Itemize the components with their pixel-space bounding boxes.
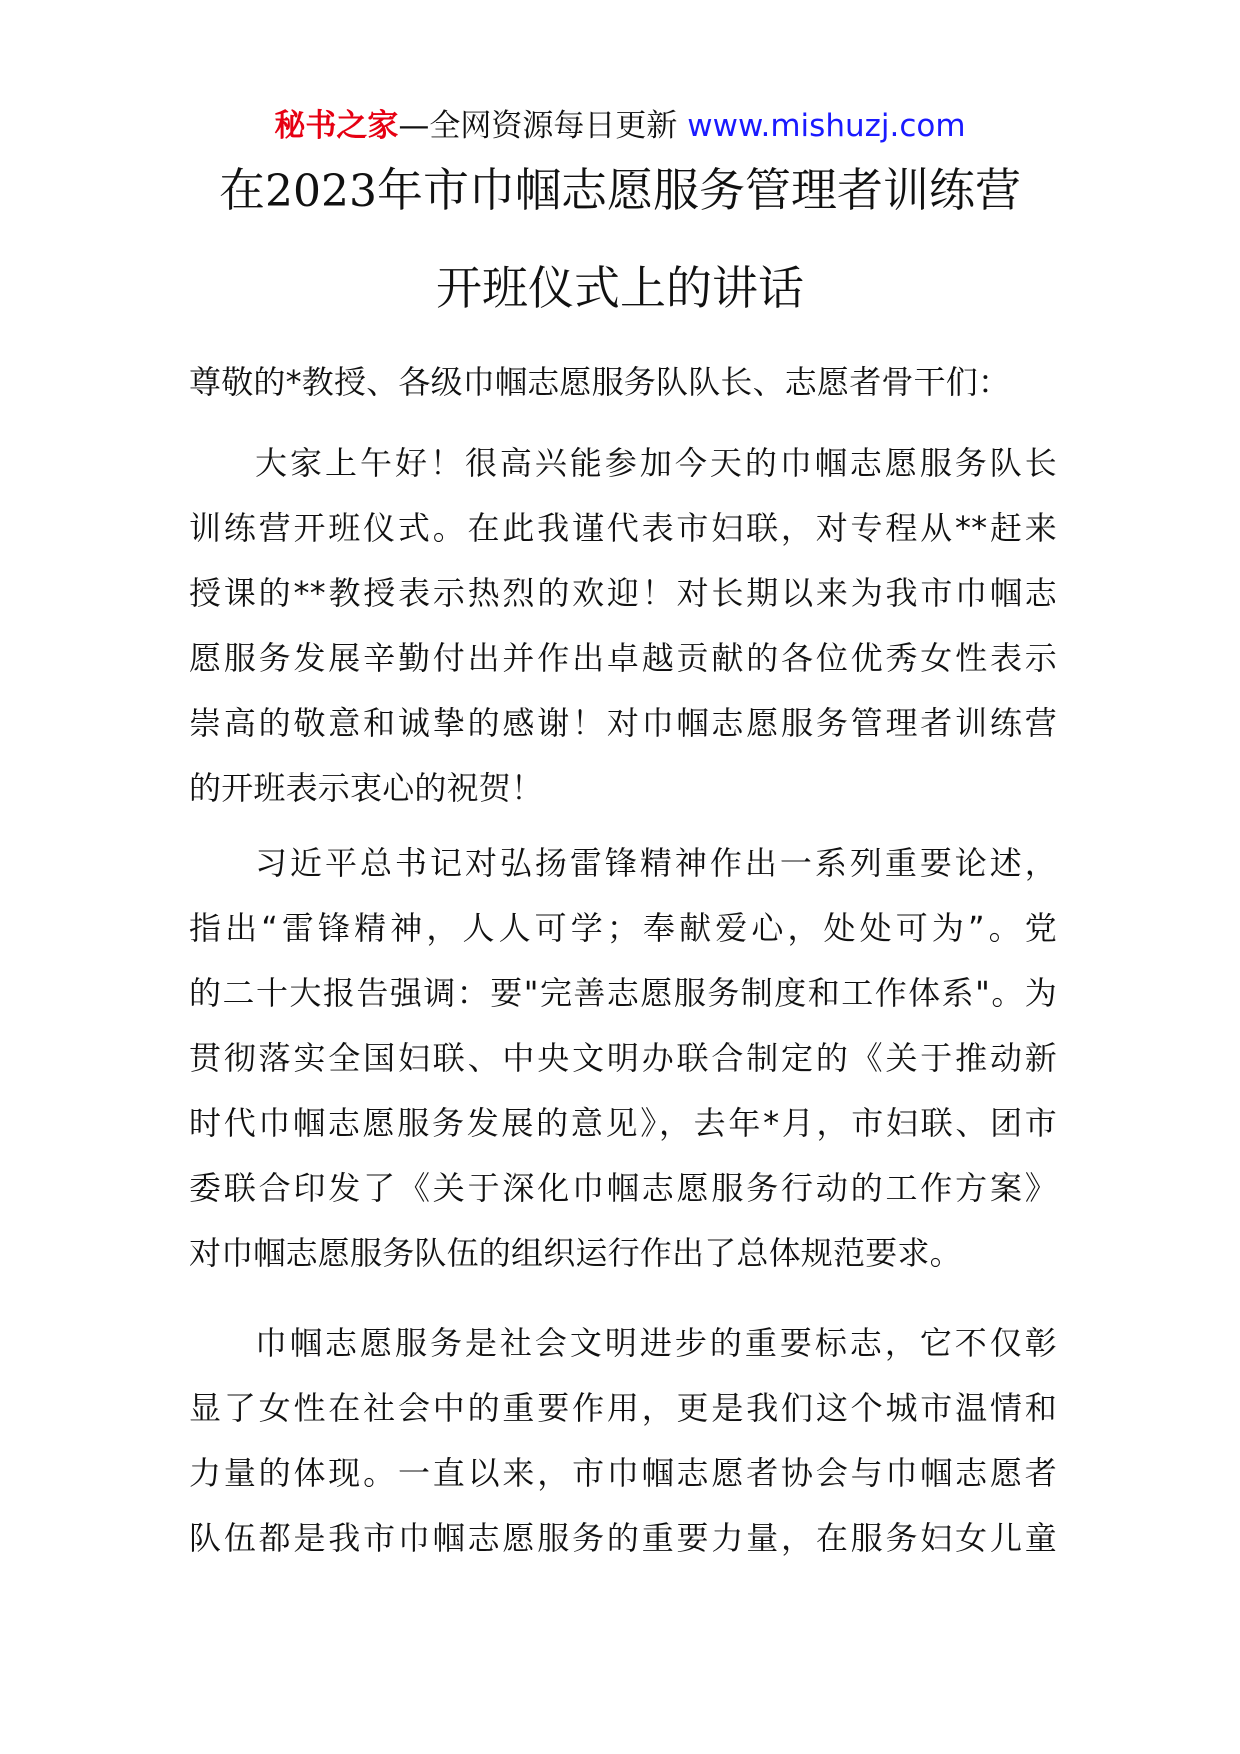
paragraph-1 [189, 431, 1057, 821]
paragraph-line: 时代巾帼志愿服务发展的意见》，去年*月，市妇联、团市 [189, 1104, 1057, 1142]
document-title-line-1 [0, 160, 1240, 222]
paragraph-line: 对巾帼志愿服务队伍的组织运行作出了总体规范要求。 [189, 1234, 962, 1272]
paragraph-line: 显了女性在社会中的重要作用，更是我们这个城市温情和 [189, 1389, 1057, 1427]
paragraph-line: 巾帼志愿服务是社会文明进步的重要标志，它不仅彰 [255, 1324, 1057, 1362]
paragraph-line: 委联合印发了《关于深化巾帼志愿服务行动的工作方案》 [189, 1169, 1057, 1207]
title-suffix: 年市巾帼志愿服务管理者训练营 [376, 163, 1021, 217]
paragraph-3 [189, 1311, 1057, 1571]
paragraph-line: 贯彻落实全国妇联、中央文明办联合制定的《关于推动新 [189, 1039, 1057, 1077]
paragraph-line: 授课的**教授表示热烈的欢迎！对长期以来为我市巾帼志 [189, 574, 1057, 612]
title-year: 2023 [265, 166, 377, 217]
site-header [0, 104, 1240, 148]
paragraph-line: 崇高的敬意和诚挚的感谢！对巾帼志愿服务管理者训练营 [189, 704, 1057, 742]
header-slogan: —全网资源每日更新 [398, 108, 678, 144]
paragraph-line: 愿服务发展辛勤付出并作出卓越贡献的各位优秀女性表示 [189, 639, 1057, 677]
paragraph-line: 的二十大报告强调：要"完善志愿服务制度和工作体系"。为 [189, 974, 1057, 1012]
title-prefix: 在 [219, 163, 265, 217]
brand-name: 秘书之家 [274, 108, 399, 144]
paragraph-line: 力量的体现。一直以来，市巾帼志愿者协会与巾帼志愿者 [189, 1454, 1057, 1492]
salutation: 尊敬的*教授、各级巾帼志愿服务队队长、志愿者骨干们： [189, 363, 1011, 401]
paragraph-line: 习近平总书记对弘扬雷锋精神作出一系列重要论述， [255, 844, 1057, 882]
document-title-line-2: 开班仪式上的讲话 [436, 261, 804, 315]
paragraph-line: 训练营开班仪式。在此我谨代表市妇联，对专程从**赶来 [189, 509, 1057, 547]
site-url-link[interactable]: www.mishuzj.com [687, 108, 966, 144]
paragraph-line: 大家上午好！很高兴能参加今天的巾帼志愿服务队长 [255, 444, 1057, 482]
paragraph-2 [189, 831, 1057, 1286]
paragraph-line: 队伍都是我市巾帼志愿服务的重要力量，在服务妇女儿童 [189, 1519, 1057, 1557]
paragraph-line: 指出“雷锋精神，人人可学；奉献爱心，处处可为”。党 [189, 909, 1057, 947]
paragraph-line: 的开班表示衷心的祝贺！ [189, 769, 544, 807]
